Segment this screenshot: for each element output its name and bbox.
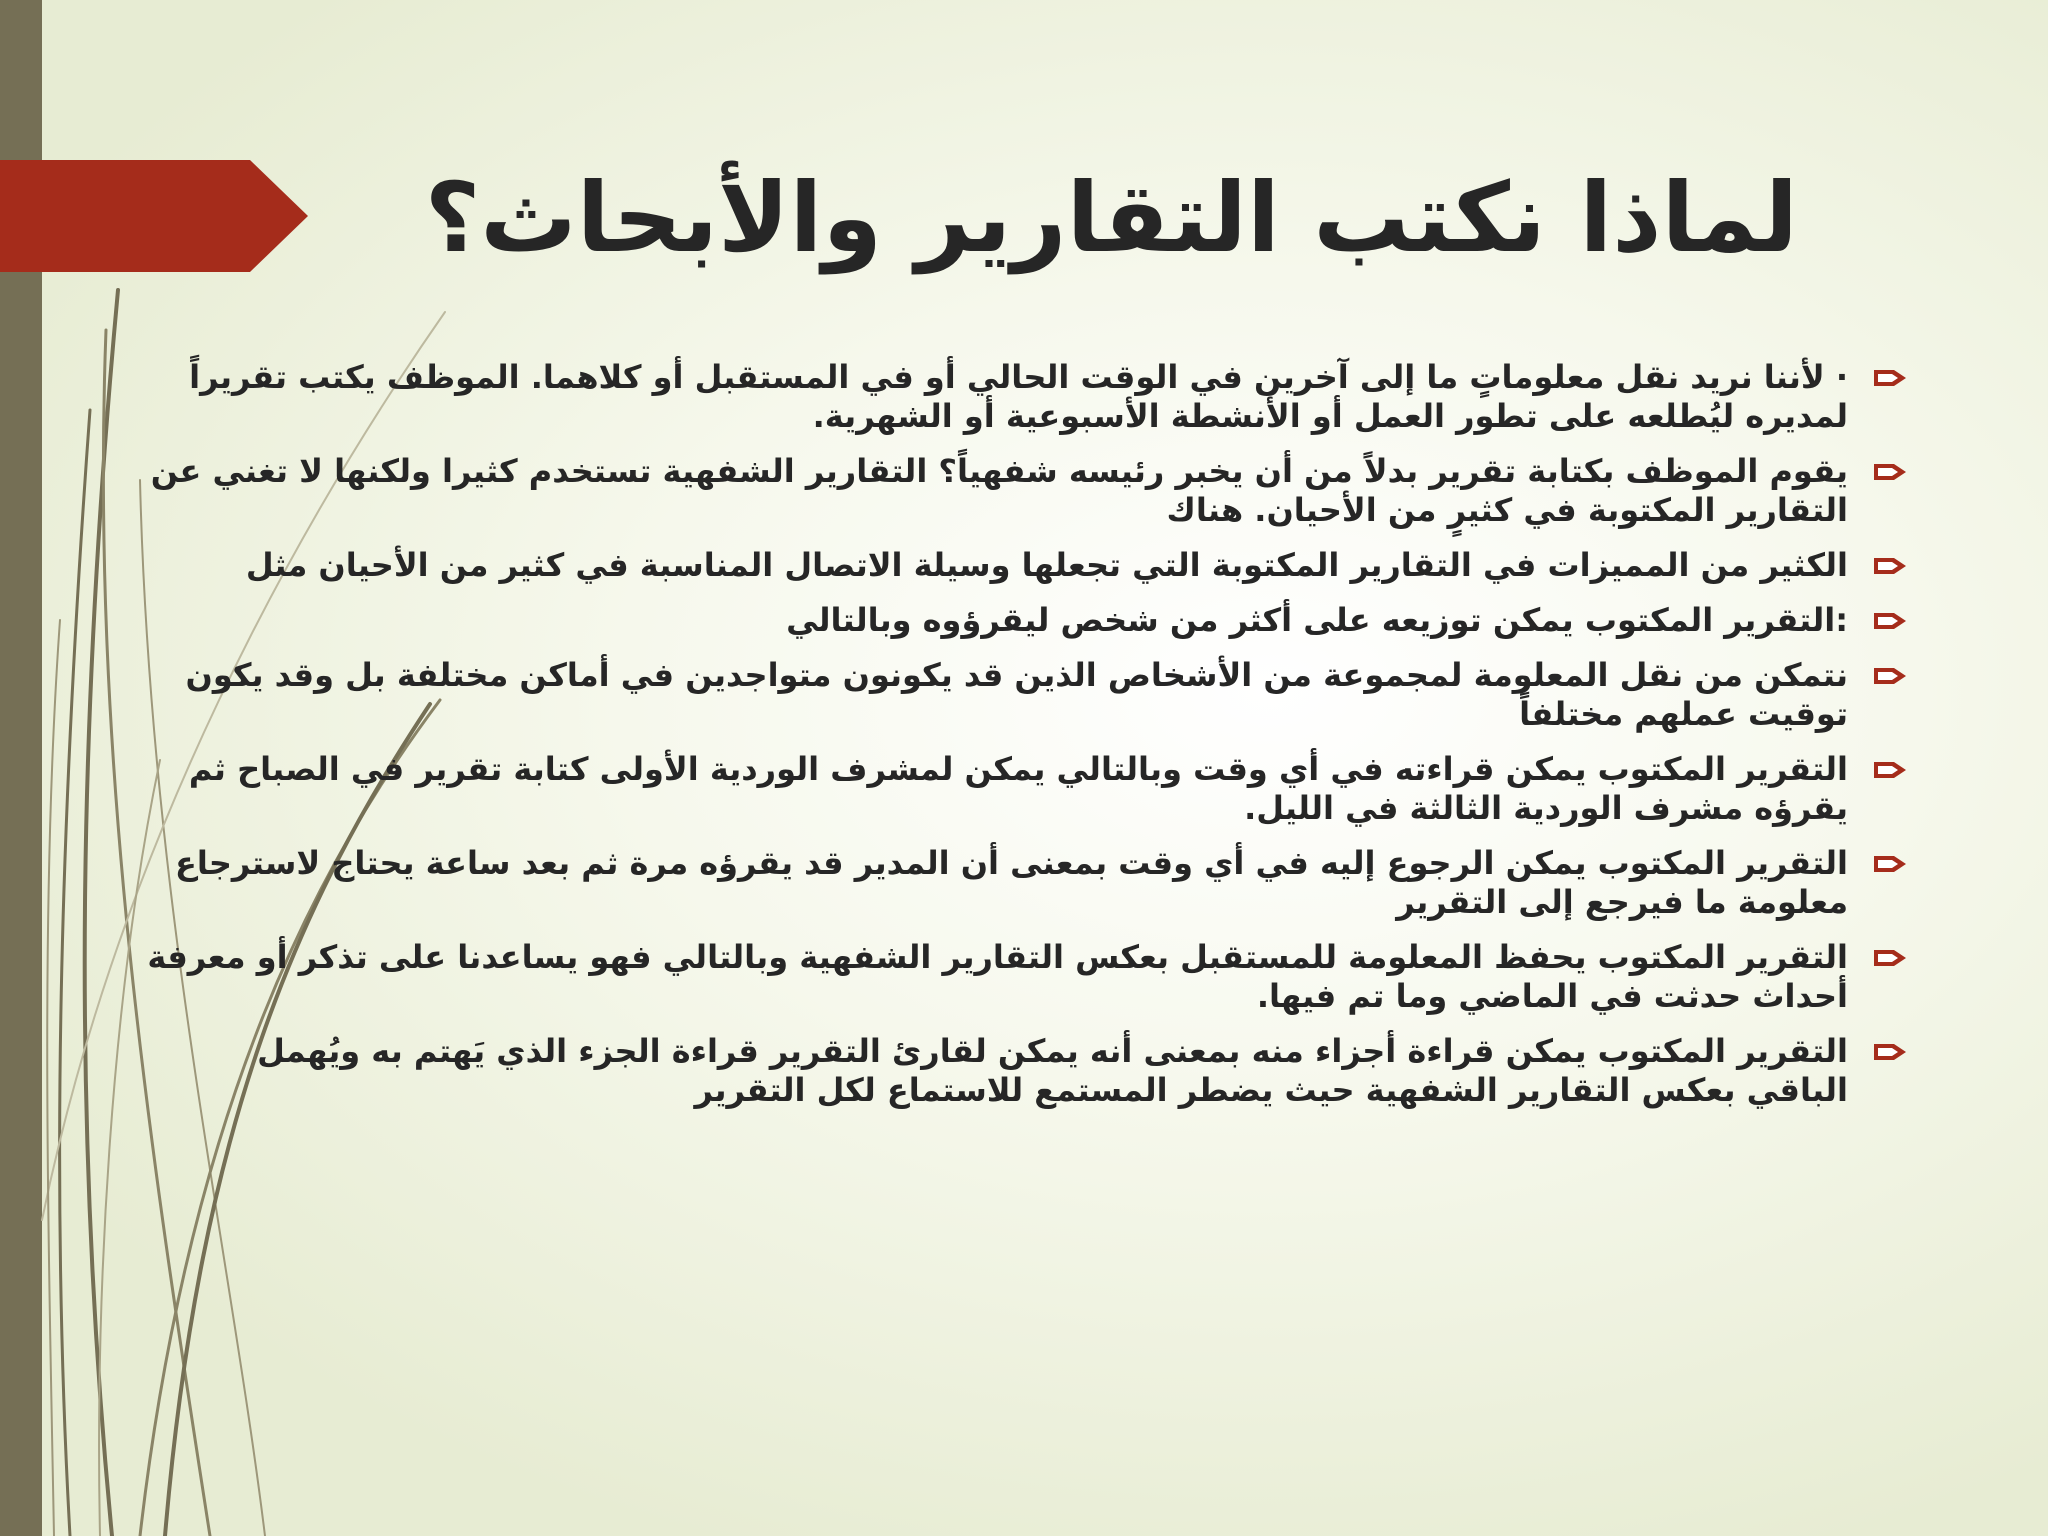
bullet-text: التقرير المكتوب يمكن قراءته في أي وقت وبالتالي يمكن لمشرف الوردية الأولى كتابة تقرير في الصباح ثم يقرؤه مشرف الوردية الثالثة في الليل. bbox=[188, 750, 1848, 827]
bullet-text: · لأننا نريد نقل معلوماتٍ ما إلى آخرين في الوقت الحالي أو في المستقبل أو كلاهما. الموظف يكتب تقريراً لمديره ليُطلعه على تطور العمل أو الأنشطة الأسبوعية أو الشهرية. bbox=[189, 358, 1848, 435]
bullet-text: يقوم الموظف بكتابة تقرير بدلاً من أن يخبر رئيسه شفهياً؟ التقارير الشفهية تستخدم كثيرا ولكنها لا تغني عن التقارير المكتوبة في كثيرٍ من الأحيان. هناك bbox=[150, 452, 1848, 529]
arrow-bullet-icon bbox=[1874, 948, 1906, 968]
arrow-bullet-icon bbox=[1874, 611, 1906, 631]
bullet-item bbox=[146, 750, 1906, 828]
bullet-text: التقرير المكتوب يمكن قراءة أجزاء منه بمعنى أنه يمكن لقارئ التقرير قراءة الجزء الذي يَهتم به ويُهمل الباقي بعكس التقارير الشفهية حيث يضطر المستمع للاستماع لكل التقرير bbox=[257, 1032, 1848, 1109]
bullet-item bbox=[146, 601, 1906, 640]
bullet-text: نتمكن من نقل المعلومة لمجموعة من الأشخاص الذين قد يكونون متواجدين في أماكن مختلفة بل وقد يكون توقيت عملهم مختلفاً bbox=[185, 656, 1848, 733]
arrow-bullet-icon bbox=[1874, 666, 1906, 686]
arrow-bullet-icon bbox=[1874, 368, 1906, 388]
bullet-text: :التقرير المكتوب يمكن توزيعه على أكثر من شخص ليقرؤوه وبالتالي bbox=[786, 601, 1848, 639]
bullet-text: الكثير من المميزات في التقارير المكتوبة التي تجعلها وسيلة الاتصال المناسبة في كثير من الأحيان مثل bbox=[245, 546, 1848, 584]
arrow-bullet-icon bbox=[1874, 760, 1906, 780]
slide-title: لماذا نكتب التقارير والأبحاث؟ bbox=[424, 162, 1798, 274]
bullet-item bbox=[146, 452, 1906, 530]
arrow-bullet-icon bbox=[1874, 462, 1906, 482]
bullet-item bbox=[146, 844, 1906, 922]
title-arrow-tab bbox=[0, 160, 308, 272]
bullet-list bbox=[146, 358, 1906, 1126]
arrow-bullet-icon bbox=[1874, 1042, 1906, 1062]
bullet-item bbox=[146, 546, 1906, 585]
bullet-text: التقرير المكتوب يحفظ المعلومة للمستقبل بعكس التقارير الشفهية وبالتالي فهو يساعدنا على تذكر أو معرفة أحداث حدثت في الماضي وما تم فيها. bbox=[147, 938, 1848, 1015]
arrow-bullet-icon bbox=[1874, 556, 1906, 576]
bullet-text: التقرير المكتوب يمكن الرجوع إليه في أي وقت بمعنى أن المدير قد يقرؤه مرة ثم بعد ساعة يحتاج لاسترجاع معلومة ما فيرجع إلى التقرير bbox=[174, 844, 1848, 921]
bullet-item bbox=[146, 1032, 1906, 1110]
bullet-item bbox=[146, 656, 1906, 734]
bullet-item bbox=[146, 938, 1906, 1016]
bullet-item bbox=[146, 358, 1906, 436]
arrow-bullet-icon bbox=[1874, 854, 1906, 874]
